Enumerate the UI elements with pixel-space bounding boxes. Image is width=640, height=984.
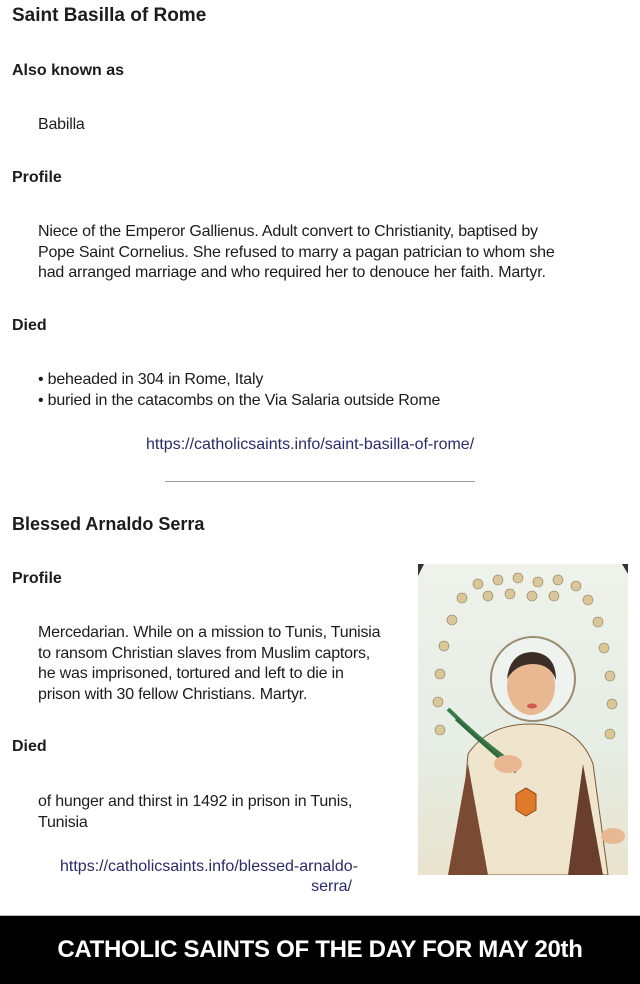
died-line: of hunger and thirst in 1492 in prison in Tunis, <box>38 793 353 810</box>
profile-line: he was imprisoned, tortured and left to die in <box>38 665 344 682</box>
section-divider <box>165 481 475 482</box>
footer-banner-text: CATHOLIC SAINTS OF THE DAY FOR MAY 20th <box>57 936 583 963</box>
profile-line: had arranged marriage and who required her to denouce her faith. Martyr. <box>38 264 546 281</box>
died-line: Tunisia <box>38 813 88 831</box>
profile-line: Niece of the Emperor Gallienus. Adult convert to Christianity, baptised by <box>38 223 538 240</box>
link-line[interactable]: https://catholicsaints.info/blessed-arnaldo- <box>60 858 358 875</box>
profile-line: Pope Saint Cornelius. She refused to marry a pagan patrician to whom she <box>38 243 555 261</box>
profile-line: Mercedarian. While on a mission to Tunis, Tunisia <box>38 624 381 641</box>
saint-portrait-icon <box>418 564 628 875</box>
saint-portrait-image <box>418 564 628 875</box>
died-list <box>38 370 440 411</box>
saint-link[interactable] <box>60 857 400 897</box>
saint-title: Saint Basilla of Rome <box>12 5 207 26</box>
died-list-item: • beheaded in 304 in Rome, Italy <box>38 371 264 388</box>
also-known-as-value: Babilla <box>38 116 85 133</box>
profile-text <box>38 222 638 284</box>
profile-heading: Profile <box>12 570 62 587</box>
died-text <box>38 792 352 833</box>
profile-text <box>38 623 418 705</box>
profile-line: to ransom Christian slaves from Muslim captors, <box>38 644 371 662</box>
died-heading: Died <box>12 738 47 755</box>
also-known-as-heading: Also known as <box>12 62 125 79</box>
profile-line: prison with 30 fellow Christians. Martyr. <box>38 685 308 703</box>
profile-heading: Profile <box>12 169 62 186</box>
footer-banner <box>0 915 640 984</box>
saint-link[interactable]: https://catholicsaints.info/saint-basilla-of-rome/ <box>146 436 475 453</box>
saint-title: Blessed Arnaldo Serra <box>12 514 205 534</box>
died-list-item: • buried in the catacombs on the Via Salaria outside Rome <box>38 391 441 409</box>
died-heading: Died <box>12 317 47 334</box>
link-line[interactable]: serra/ <box>311 878 352 895</box>
